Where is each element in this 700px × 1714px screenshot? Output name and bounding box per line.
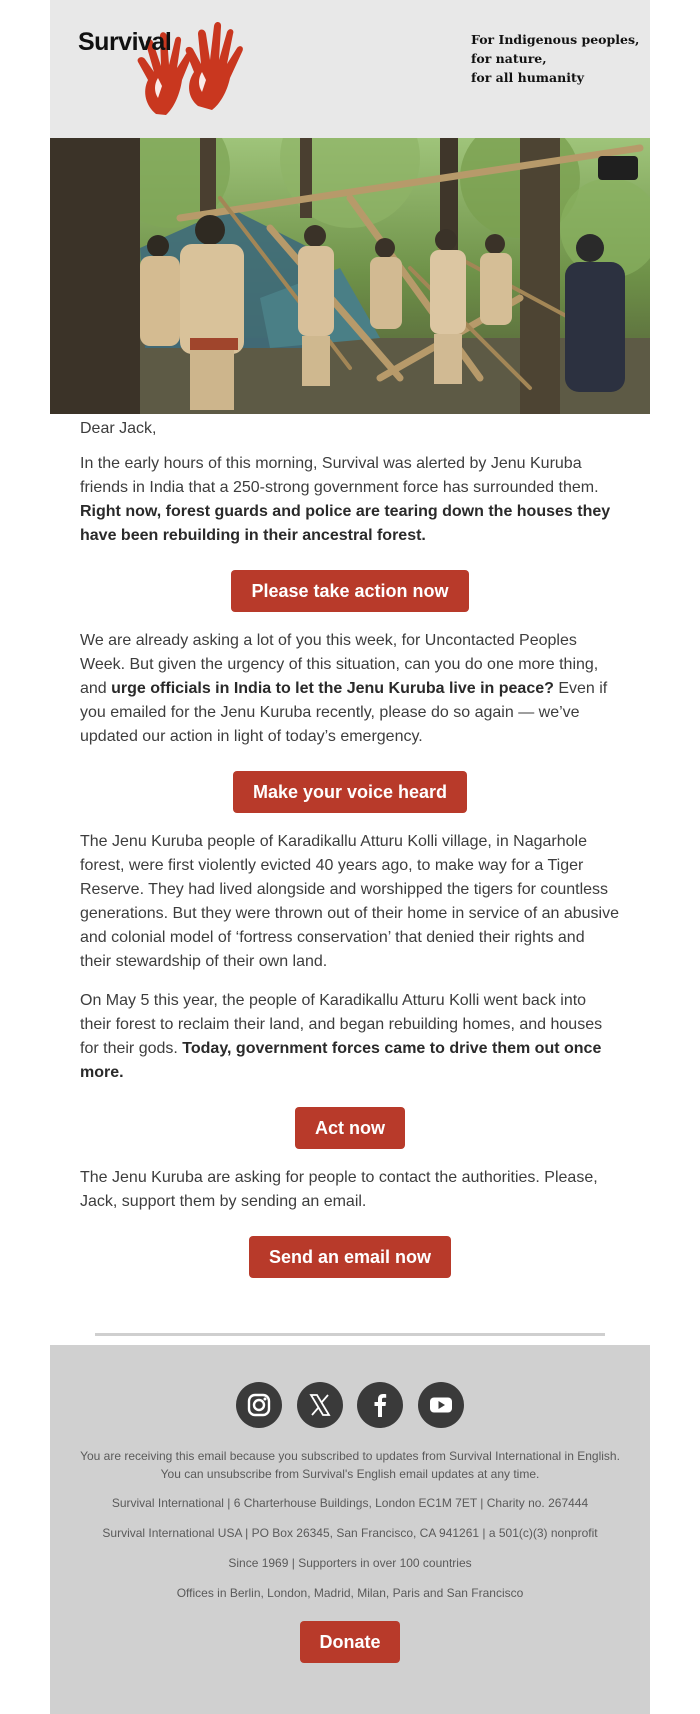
send-email-button[interactable]: Send an email now	[249, 1236, 451, 1278]
hero-image[interactable]	[50, 138, 650, 414]
paragraph-1-bold: Right now, forest guards and police are tearing down the houses they have been rebuilding in their ancestral forest.	[80, 503, 611, 544]
social-links	[50, 1382, 650, 1430]
paragraph-4	[80, 989, 620, 1085]
paragraph-1-text: In the early hours of this morning, Survival was alerted by Jenu Kuruba friends in India that a 250-strong government force has surrounded them.	[80, 455, 599, 496]
facebook-icon[interactable]	[357, 1382, 403, 1428]
paragraph-4-bold: Today, government forces came to drive them out once more.	[80, 1040, 602, 1081]
paragraph-5: The Jenu Kuruba are asking for people to contact the authorities. Please, Jack, support them by sending an email.	[80, 1169, 598, 1210]
paragraph-1	[80, 452, 620, 548]
unsubscribe-line[interactable]: You can unsubscribe from Survival's English email updates at any time.	[160, 1467, 540, 1481]
tagline-line-3: for all humanity	[471, 70, 584, 85]
button-row-3	[80, 1107, 620, 1149]
divider	[95, 1333, 605, 1336]
survival-logo[interactable]	[78, 18, 248, 118]
logo-wordmark: Survival	[78, 28, 172, 56]
button-row-2	[80, 771, 620, 813]
paragraph-2-text-a: We are already asking a lot of you this week, for Uncontacted Peoples Week. But given the urgency of this situation, can you do one more thing, and	[80, 632, 599, 697]
email-frame	[50, 0, 650, 1714]
act-now-button[interactable]: Act now	[295, 1107, 405, 1149]
greeting: Dear Jack,	[80, 420, 157, 437]
donate-button[interactable]: Donate	[300, 1621, 400, 1663]
tagline-line-2: for nature,	[471, 51, 547, 66]
address-usa: Survival International USA | PO Box 26345, San Francisco, CA 941261 | a 501(c)(3) nonprofit	[102, 1526, 598, 1540]
subscription-line-1: You are receiving this email because you subscribed to updates from Survival International in English.	[80, 1449, 620, 1463]
paragraph-3: The Jenu Kuruba people of Karadikallu Atturu Kolli village, in Nagarhole forest, were first violently evicted 40 years ago, to make way for a Tiger Reserve. They had lived alongside and worshipped the tigers for countless generations. But they were thrown out of their home in service of an abusive and colonial model of ‘fortress conservation’ that denied their rights and their stewardship of their own land.	[80, 833, 619, 970]
email-header	[50, 0, 650, 138]
youtube-icon[interactable]	[418, 1382, 464, 1428]
x-icon[interactable]	[297, 1382, 343, 1428]
email-body	[80, 414, 620, 1278]
paragraph-2-bold: urge officials in India to let the Jenu Kuruba live in peace?	[111, 680, 554, 697]
voice-heard-button[interactable]: Make your voice heard	[233, 771, 467, 813]
button-row-4	[80, 1236, 620, 1278]
paragraph-2-text-b: Even if you emailed for the Jenu Kuruba recently, please do so again — we’ve updated our action in light of today’s emergency.	[80, 680, 608, 745]
forest-scene-illustration	[50, 138, 650, 414]
address-uk: Survival International | 6 Charterhouse Buildings, London EC1M 7ET | Charity no. 267444	[111, 1496, 589, 1510]
offices: Offices in Berlin, London, Madrid, Milan, Paris and San Francisco	[176, 1586, 524, 1600]
take-action-button[interactable]: Please take action now	[231, 570, 468, 612]
paragraph-2	[80, 629, 620, 749]
tagline	[471, 30, 641, 87]
subscription-notice	[50, 1447, 650, 1483]
instagram-icon[interactable]	[236, 1382, 282, 1428]
since-1969: Since 1969 | Supporters in over 100 countries	[228, 1556, 472, 1570]
email-footer	[50, 1345, 650, 1714]
button-row-1	[80, 570, 620, 612]
paragraph-4-text: On May 5 this year, the people of Karadikallu Atturu Kolli went back into their forest to reclaim their land, and began rebuilding homes, and houses for their gods.	[80, 992, 603, 1057]
tagline-line-1: For Indigenous peoples,	[471, 32, 640, 47]
